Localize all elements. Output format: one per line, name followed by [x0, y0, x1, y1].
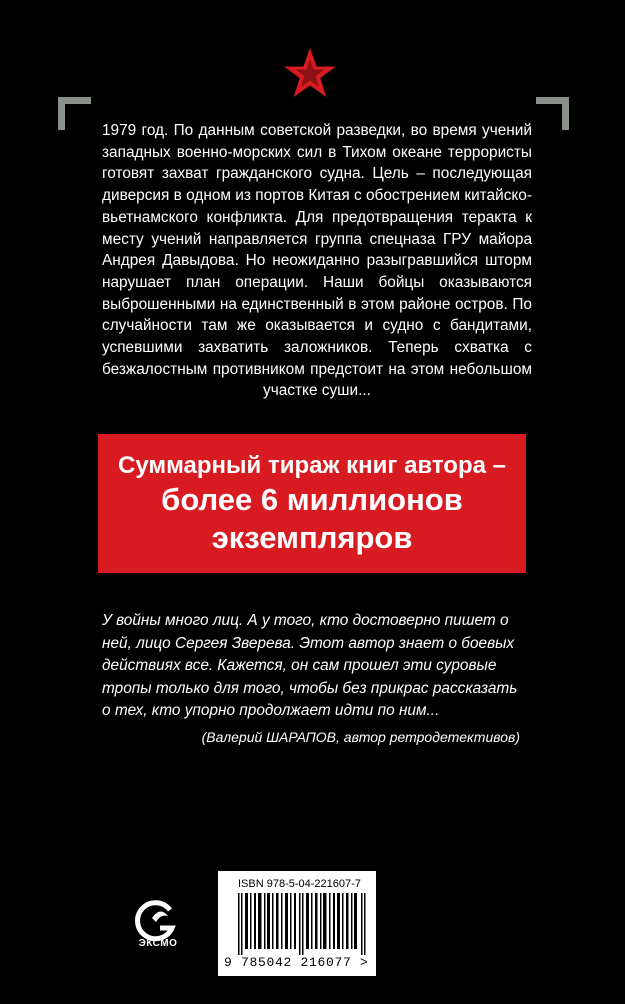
banner-line-1: Суммарный тираж книг автора – — [117, 452, 506, 479]
review-quote: У войны много лиц. А у того, кто достоверно пишет о ней, лицо Сергея Зверева. Этот автор знает о боевых действиях все. Кажется, он сам прошел эти суровые тропы только для того, чтобы без прикрас рассказать о тех, кто упорно продолжает идти по ним... — [102, 612, 518, 719]
book-blurb: 1979 год. По данным советской разведки, во время учений западных военно-морских сил в Тихом океане террористы готовят захват гражданского судна. Цель – последующая диверсия в одном из портов Китая с обострением китайско-вьетнамского конфликта. Для предотвращения теракта к месту учений направляется группа спецназа ГРУ майора Андрея Давыдова. Но неожиданно разыгравшийся шторм нарушает план операции. Наши бойцы оказываются выброшенными на единственный в этом районе остров. По случайности там же оказывается и судно с бандитами, успевшими захватить заложников. Теперь схватка с безжалостным противником предстоит на этом небольшом участке суши... — [102, 122, 532, 400]
banner-line-2: более 6 миллионов — [161, 482, 463, 517]
banner-line-3: экземпляров — [211, 520, 413, 555]
barcode-bars — [238, 893, 366, 955]
frame-corner-top-left — [58, 97, 91, 130]
publisher-name: ЭКСМО — [138, 938, 178, 949]
barcode-box — [218, 871, 376, 976]
isbn-text: ISBN 978-5-04-221607-7 — [238, 878, 361, 890]
red-star-icon — [282, 46, 338, 100]
ean-digits: 9 785042 216077 > — [224, 955, 369, 970]
circulation-banner — [98, 434, 526, 573]
quote-attribution: (Валерий ШАРАПОВ, автор ретродетективов) — [201, 729, 520, 745]
frame-corner-top-right — [536, 97, 569, 130]
